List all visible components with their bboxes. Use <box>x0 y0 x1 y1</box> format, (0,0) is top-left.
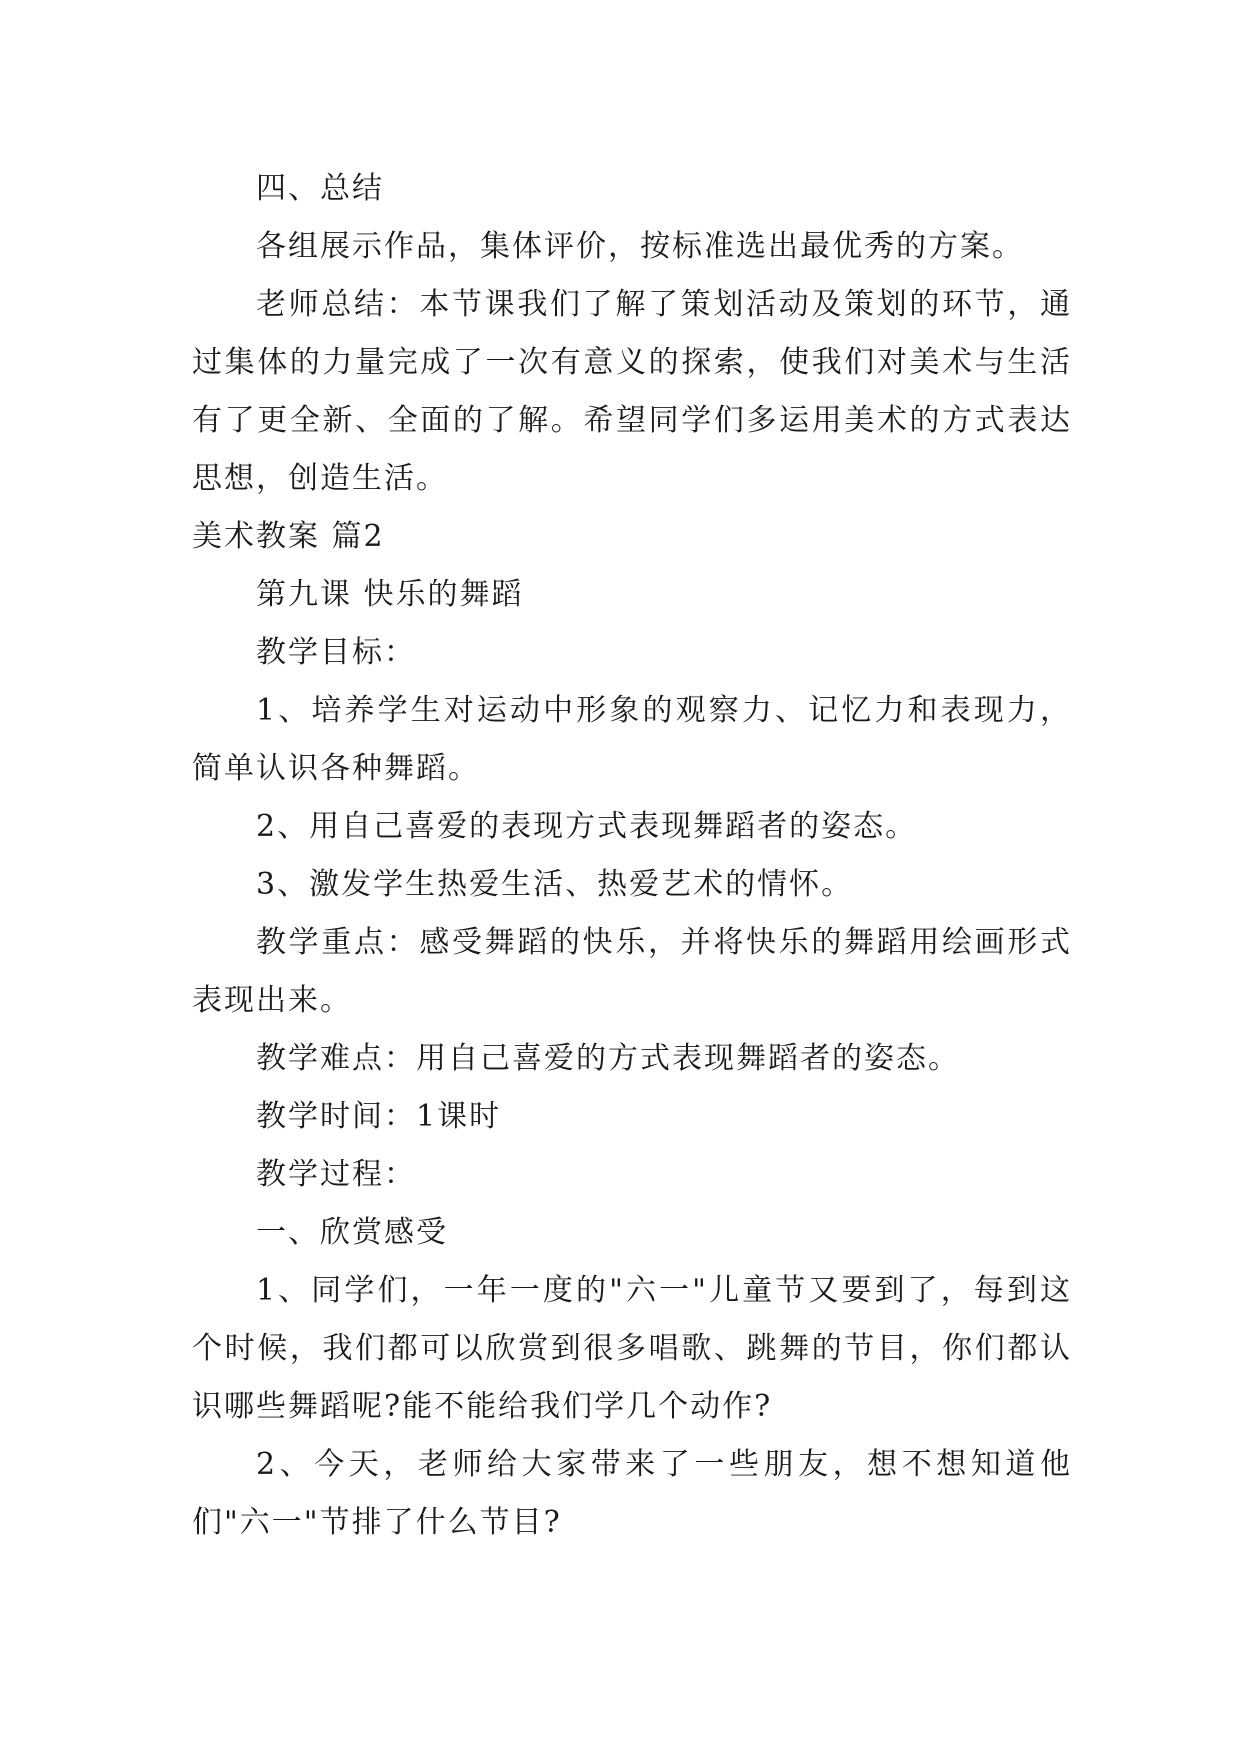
lesson-title: 第九课 快乐的舞蹈 <box>256 577 524 612</box>
paragraph: 教学目标： <box>256 635 416 670</box>
paragraph: 1、培养学生对运动中形象的观察力、记忆力和表现力，简单认识各种舞蹈。 <box>192 693 1072 786</box>
paragraph: 2、用自己喜爱的表现方式表现舞蹈者的姿态。 <box>256 809 918 844</box>
paragraph: 各组展示作品，集体评价，按标准选出最优秀的方案。 <box>256 229 1024 264</box>
section-heading-summary: 四、总结 <box>256 171 384 206</box>
paragraph: 3、激发学生热爱生活、热爱艺术的情怀。 <box>256 867 854 902</box>
paragraph: 1、同学们，一年一度的"六一"儿童节又要到了，每到这个时候，我们都可以欣赏到很多唱歌、跳舞的节目，你们都认识哪些舞蹈呢?能不能给我们学几个动作? <box>192 1273 1072 1424</box>
paragraph: 老师总结：本节课我们了解了策划活动及策划的环节，通过集体的力量完成了一次有意义的探索，使我们对美术与生活有了更全新、全面的了解。希望同学们多运用美术的方式表达思想，创造生活。 <box>192 287 1072 496</box>
document-body <box>192 160 1072 1552</box>
paragraph: 教学重点：感受舞蹈的快乐，并将快乐的舞蹈用绘画形式表现出来。 <box>192 925 1072 1018</box>
document-section-title: 美术教案 篇2 <box>192 519 385 554</box>
paragraph: 教学时间：1课时 <box>256 1099 502 1134</box>
paragraph: 教学难点：用自己喜爱的方式表现舞蹈者的姿态。 <box>256 1041 960 1076</box>
paragraph: 一、欣赏感受 <box>256 1215 448 1250</box>
paragraph: 教学过程： <box>256 1157 416 1192</box>
paragraph: 2、今天，老师给大家带来了一些朋友，想不想知道他们"六一"节排了什么节目? <box>192 1447 1072 1540</box>
